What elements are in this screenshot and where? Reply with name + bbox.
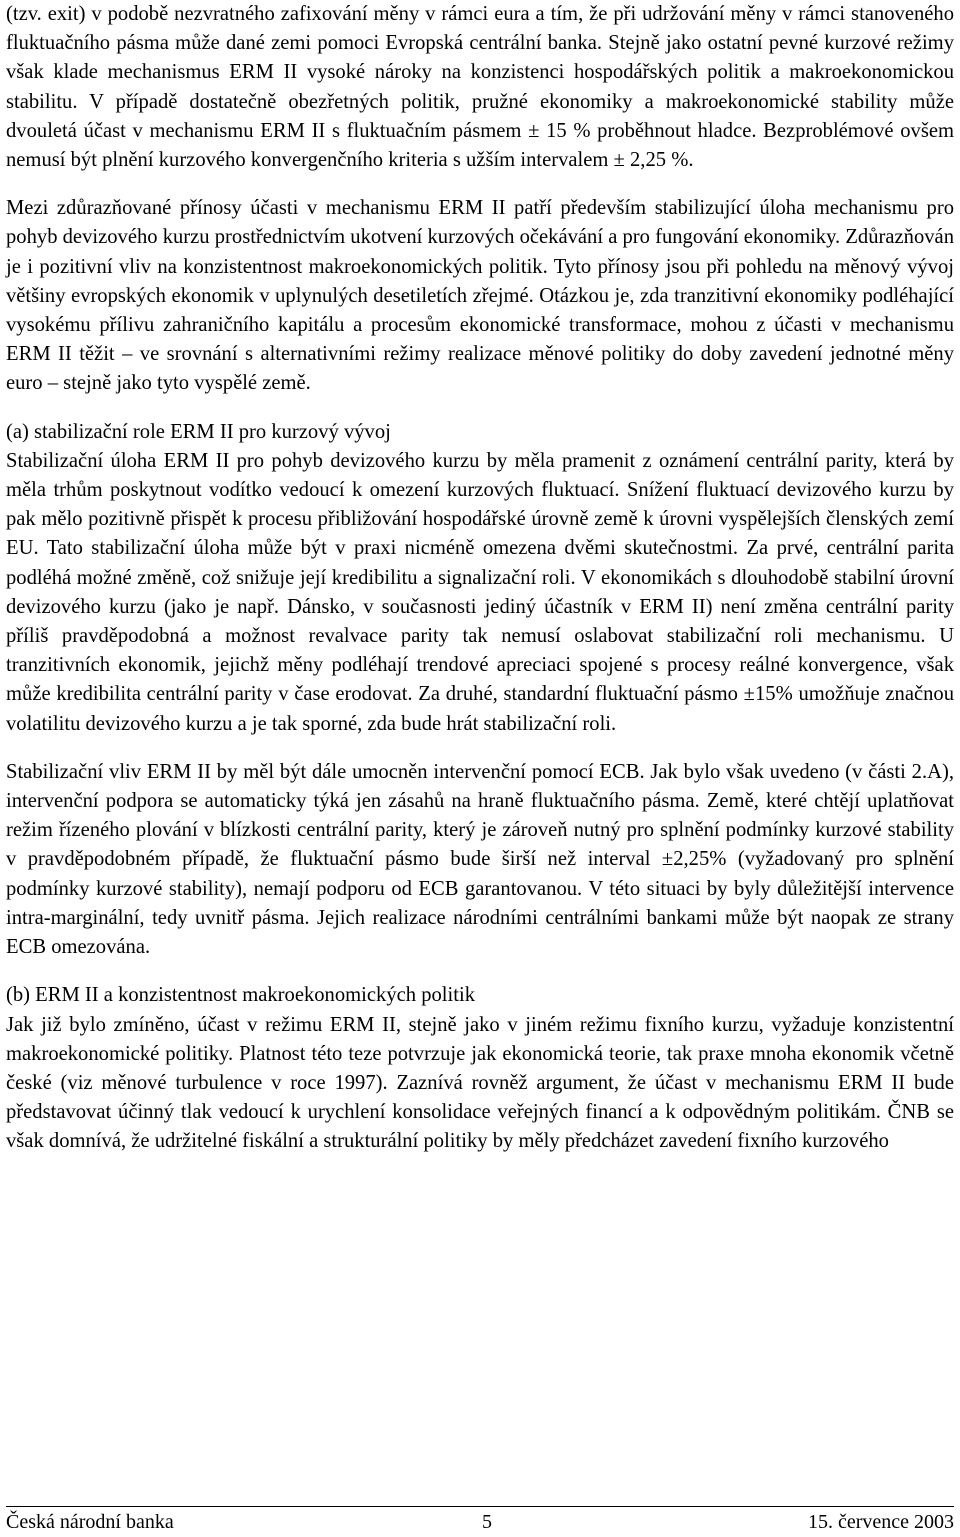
- paragraph-policy-consistency: Jak již bylo zmíněno, účast v režimu ERM II, stejně jako v jiném režimu fixního kurzu, vyžaduje konzistentní makroekonomické politiky. Platnost této teze potvrzuje jak ekonomická teorie, tak praxe mnoha ekonomik včetně české (viz měnové turbulence v roce 1997). Zaznívá rovněž argument, že účast v mechanismu ERM II bude představovat účinný tlak vedoucí k urychlení konsolidace veřejných financí a k odpovědným politikám. ČNB se však domnívá, že udržitelné fiskální a strukturální politiky by měly předcházet zavedení fixního kurzového: [6, 1013, 954, 1153]
- page-footer: [6, 1506, 954, 1535]
- section-heading-b: (b) ERM II a konzistentnost makroekonomických politik: [6, 984, 475, 1007]
- footer-institution: Česká národní banka: [6, 1511, 174, 1533]
- paragraph-ecb-intervention: Stabilizační vliv ERM II by měl být dále umocněn intervenční pomocí ECB. Jak bylo však uvedeno (v části 2.A), intervenční podpora se automaticky týká jen zásahů na hraně fluktuačního pásma. Země, které chtějí uplatňovat režim řízeného plování v blízkosti centrální parity, který je zároveň nutný pro splnění podmínky kurzové stability v pravděpodobném případě, že fluktuační pásmo bude širší než interval ±2,25% (vyžadovaný pro splnění podmínky kurzové stability), nemají podporu od ECB garantovanou. V této situaci by byly důležitější intervence intra-marginální, tedy uvnitř pásma. Jejich realizace národními centrálními bankami může být naopak ze strany ECB omezována.: [6, 760, 954, 959]
- paragraph-stabilization-role: Stabilizační úloha ERM II pro pohyb devizového kurzu by měla pramenit z oznámení centrální parity, která by měla trhům poskytnout vodítko vedoucí k omezení kurzových fluktuací. Snížení fluktuací devizového kurzu by pak mělo pozitivně přispět k procesu přibližování hospodářské úrovně země k úrovni vyspělejších členských zemí EU. Tato stabilizační úloha může být v praxi nicméně omezena dvěmi skutečnostmi. Za prvé, centrální parita podléhá možné změně, což snižuje její kredibilitu a signalizační roli. V ekonomikách s dlouhodobě stabilní úrovní devizového kurzu (jako je např. Dánsko, v současnosti jediný účastník v ERM II) není změna centrální parity příliš pravděpodobná a možnost revalvace parity tak nemusí oslabovat stabilizační roli mechanismu. U tranzitivních ekonomik, jejichž měny podléhají trendové apreciaci spojené s procesy reálné konvergence, však může kredibilita centrální parity v čase erodovat. Za druhé, standardní fluktuační pásmo ±15% umožňuje značnou volatilitu devizového kurzu a je tak sporné, zda bude hrát stabilizační roli.: [6, 449, 954, 735]
- footer-page-number: 5: [482, 1511, 492, 1533]
- paragraph-benefits: Mezi zdůrazňované přínosy účasti v mechanismu ERM II patří především stabilizující úloha mechanismu pro pohyb devizového kurzu prostřednictvím ukotvení kurzových očekávání a pro fungování ekonomiky. Zdůrazňován je i pozitivní vliv na konzistentnost makroekonomických politik. Tyto přínosy jsou při pohledu na měnový vývoj většiny evropských ekonomik v uplynulých desetiletích zřejmé. Otázkou je, zda tranzitivní ekonomiky podléhající vysokému přílivu zahraničního kapitálu a procesům ekonomické transformace, mohou z účasti v mechanismu ERM II těžit – ve srovnání s alternativními režimy realizace měnové politiky do doby zavedení jednotné měny euro – stejně jako tyto vyspělé země.: [6, 197, 954, 395]
- footer-date: 15. července 2003: [807, 1511, 954, 1533]
- document-page: [6, 0, 954, 1157]
- section-heading-a: (a) stabilizační role ERM II pro kurzový vývoj: [6, 420, 391, 443]
- paragraph-intro-continuation: (tzv. exit) v podobě nezvratného zafixování měny v rámci eura a tím, že při udržování měny v rámci stanoveného fluktuačního pásma může dané zemi pomoci Evropská centrální banka. Stejně jako ostatní pevné kurzové režimy však klade mechanismus ERM II vysoké nároky na konzistenci hospodářských politik a makroekonomickou stabilitu. V případě dostatečně obezřetných politik, pružné ekonomiky a makroekonomické stability může dvouletá účast v mechanismu ERM II s fluktuačním pásmem ± 15 % proběhnout hladce. Bezproblémové ovšem nemusí být plnění kurzového konvergenčního kriteria s užším intervalem ± 2,25 %.: [6, 3, 954, 172]
